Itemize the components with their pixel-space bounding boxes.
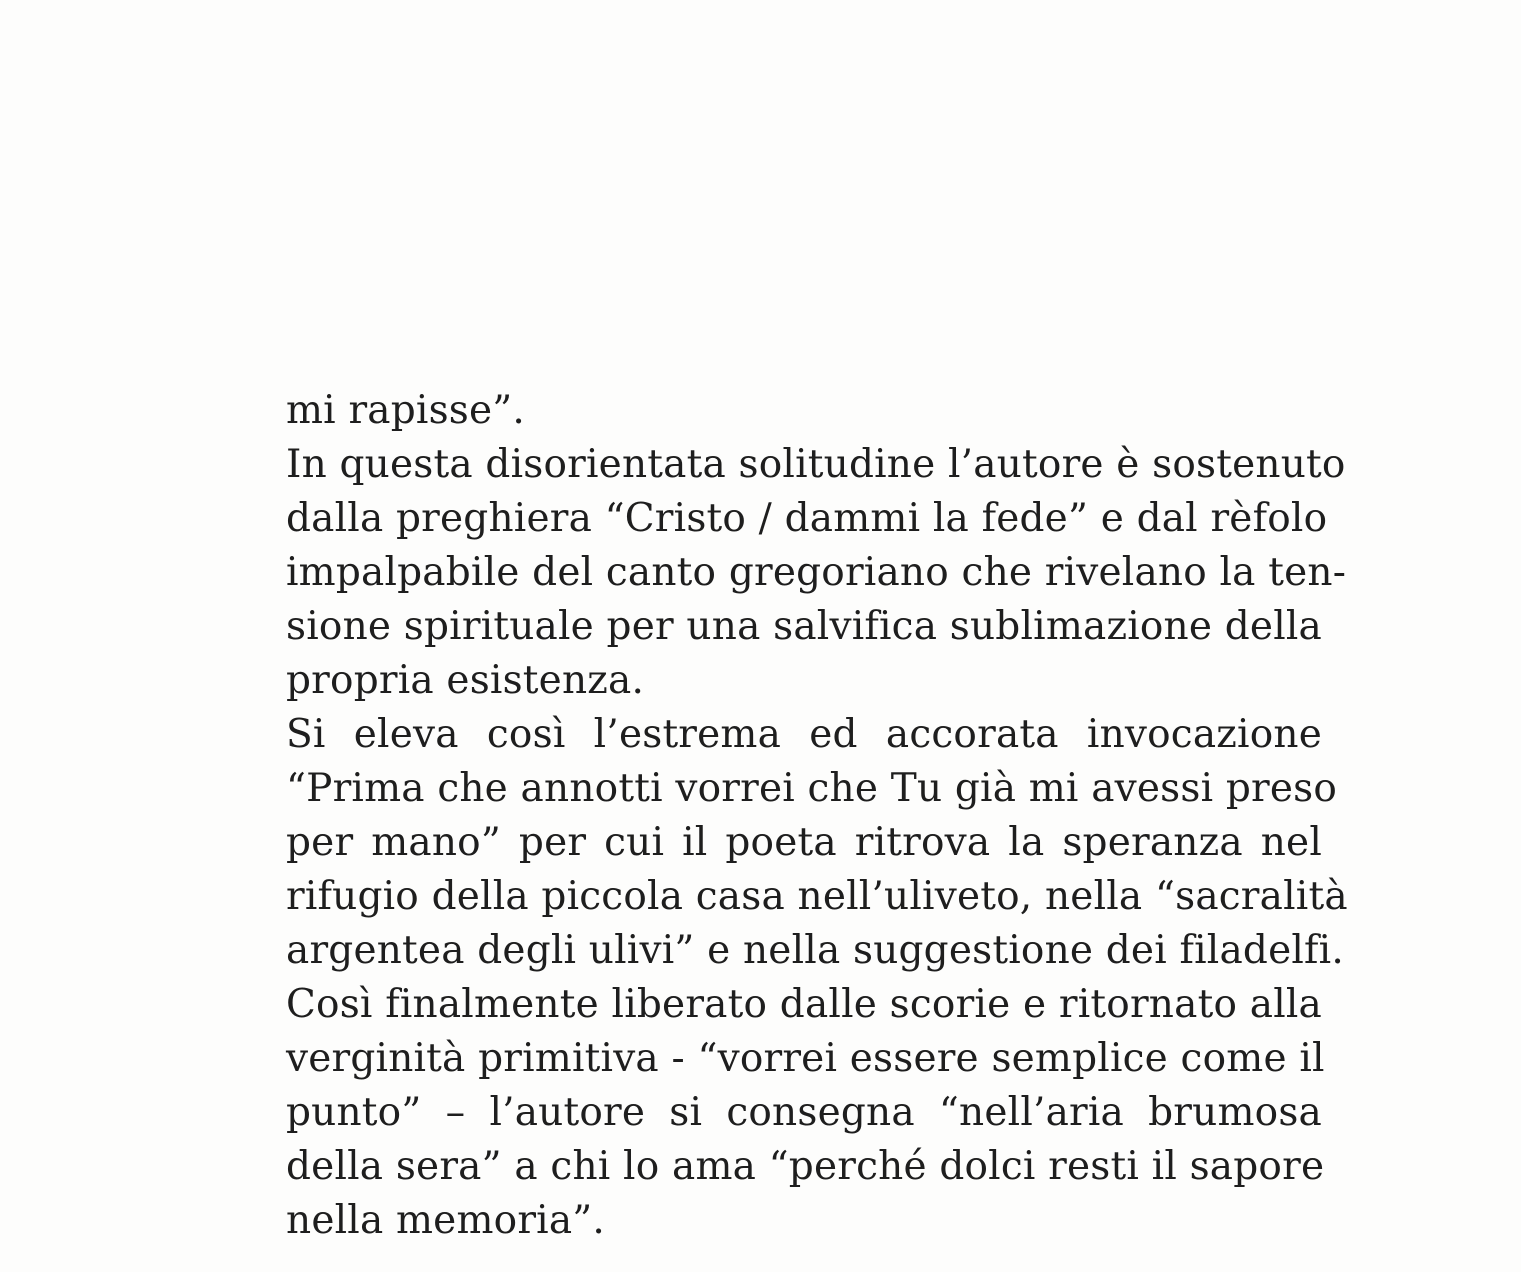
text-line: rifugio della piccola casa nell’uliveto, nella “sacralità	[286, 874, 1348, 919]
text-line: della sera” a chi lo ama “perché dolci resti il sapore	[286, 1144, 1325, 1189]
text-line: mi rapisse”.	[286, 388, 526, 433]
text-line: punto” – l’autore si consegna “nell’aria brumosa	[286, 1090, 1322, 1135]
text-line: impalpabile del canto gregoriano che rivelano la ten-	[286, 550, 1347, 595]
text-line: per mano” per cui il poeta ritrova la speranza nel	[286, 820, 1322, 865]
text-line: Così finalmente liberato dalle scorie e ritornato alla	[286, 982, 1322, 1027]
text-line: dalla preghiera “Cristo / dammi la fede” e dal rèfolo	[286, 496, 1328, 541]
text-line: sione spirituale per una salvifica sublimazione della	[286, 604, 1322, 649]
text-line: “Prima che annotti vorrei che Tu già mi avessi preso	[286, 766, 1338, 811]
text-line: nella memoria”.	[286, 1198, 606, 1243]
text-line: verginità primitiva - “vorrei essere semplice come il	[286, 1036, 1325, 1081]
text-line: argentea degli ulivi” e nella suggestione dei filadelfi.	[286, 928, 1344, 973]
text-line: Si eleva così l’estrema ed accorata invocazione	[286, 712, 1322, 757]
text-line: In questa disorientata solitudine l’autore è sostenuto	[286, 442, 1346, 487]
body-text	[286, 384, 1348, 1248]
text-line: propria esistenza.	[286, 658, 645, 703]
